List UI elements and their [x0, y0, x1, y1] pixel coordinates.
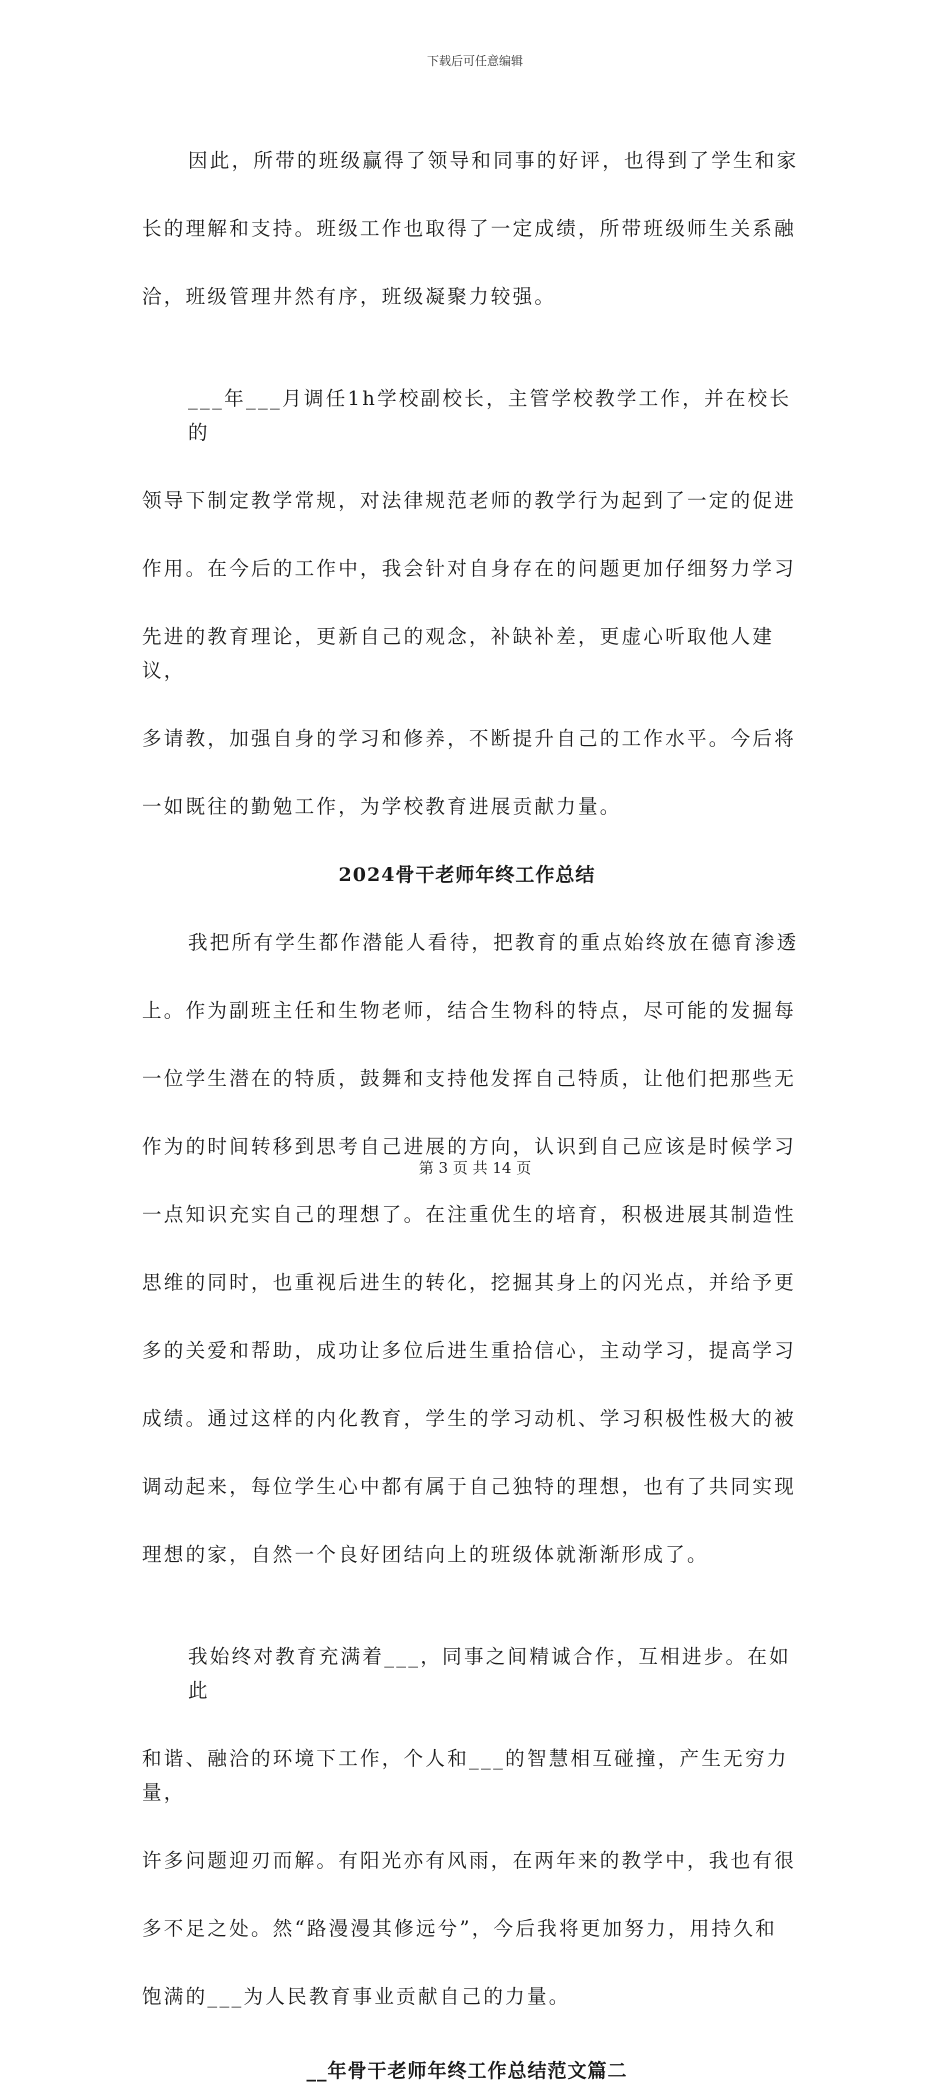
text-line: ___年___月调任1h学校副校长，主管学校教学工作，并在校长的 — [188, 387, 792, 444]
text-line: 先进的教育理论，更新自己的观念，补缺补差，更虚心听取他人建议， — [142, 625, 775, 682]
page-header-note: 下载后可任意编辑 — [426, 54, 523, 68]
text-line: 洽，班级管理井然有序，班级凝聚力较强。 — [142, 285, 557, 308]
text-line: 我始终对教育充满着___，同事之间精诚合作，互相进步。在如此 — [188, 1645, 791, 1702]
paragraph-teamwork — [142, 1606, 812, 2048]
text-line: 多的关爱和帮助，成功让多位后进生重拾信心，主动学习，提高学习 — [142, 1339, 797, 1362]
text-line: 许多问题迎刃而解。有阳光亦有风雨，在两年来的教学中，我也有很 — [142, 1849, 797, 1872]
page-number-footer: 第 3 页 共 14 页 — [418, 1159, 532, 1177]
paragraph-class-results — [142, 110, 812, 348]
text-line: 我把所有学生都作潜能人看待，把教育的重点始终放在德育渗透 — [188, 931, 799, 954]
text-line: 作为的时间转移到思考自己进展的方向，认识到自己应该是时候学习 — [142, 1135, 797, 1158]
text-line: 饱满的___为人民教育事业贡献自己的力量。 — [142, 1985, 571, 2008]
text-line: 理想的家，自然一个良好团结向上的班级体就渐渐形成了。 — [142, 1543, 709, 1566]
section-title-2024: 2024骨干老师年终工作总结 — [338, 864, 596, 886]
text-line: 成绩。通过这样的内化教育，学生的学习动机、学习积极性极大的被 — [142, 1407, 797, 1430]
text-line: 一如既往的勤勉工作，为学校教育进展贡献力量。 — [142, 795, 622, 818]
text-line: 因此，所带的班级赢得了领导和同事的好评，也得到了学生和家 — [188, 149, 799, 172]
text-line: 一点知识充实自己的理想了。在注重优生的培育，积极进展其制造性 — [142, 1203, 797, 1226]
text-line: 调动起来，每位学生心中都有属于自己独特的理想，也有了共同实现 — [142, 1475, 797, 1498]
text-line: 多请教，加强自身的学习和修养，不断提升自己的工作水平。今后将 — [142, 727, 797, 750]
text-line: 一位学生潜在的特质，鼓舞和支持他发挥自己特质，让他们把那些无 — [142, 1067, 797, 1090]
text-line: 思维的同时，也重视后进生的转化，挖掘其身上的闪光点，并给予更 — [142, 1271, 797, 1294]
text-line: 多不足之处。然“路漫漫其修远兮”，今后我将更加努力，用持久和 — [142, 1917, 777, 1940]
text-line: 长的理解和支持。班级工作也取得了一定成绩，所带班级师生关系融 — [142, 217, 797, 240]
text-line: 和谐、融洽的环境下工作，个人和___的智慧相互碰撞，产生无穷力量， — [142, 1747, 789, 1804]
section-title-part-two: __年骨干老师年终工作总结范文篇二 — [306, 2060, 628, 2082]
text-line: 作用。在今后的工作中，我会针对自身存在的问题更加仔细努力学习 — [142, 557, 797, 580]
paragraph-vice-principal — [142, 348, 812, 858]
document-body — [142, 110, 812, 2088]
text-line: 领导下制定教学常规，对法律规范老师的教学行为起到了一定的促进 — [142, 489, 797, 512]
text-line: 上。作为副班主任和生物老师，结合生物科的特点，尽可能的发掘每 — [142, 999, 797, 1022]
paragraph-student-potential — [142, 892, 812, 1606]
